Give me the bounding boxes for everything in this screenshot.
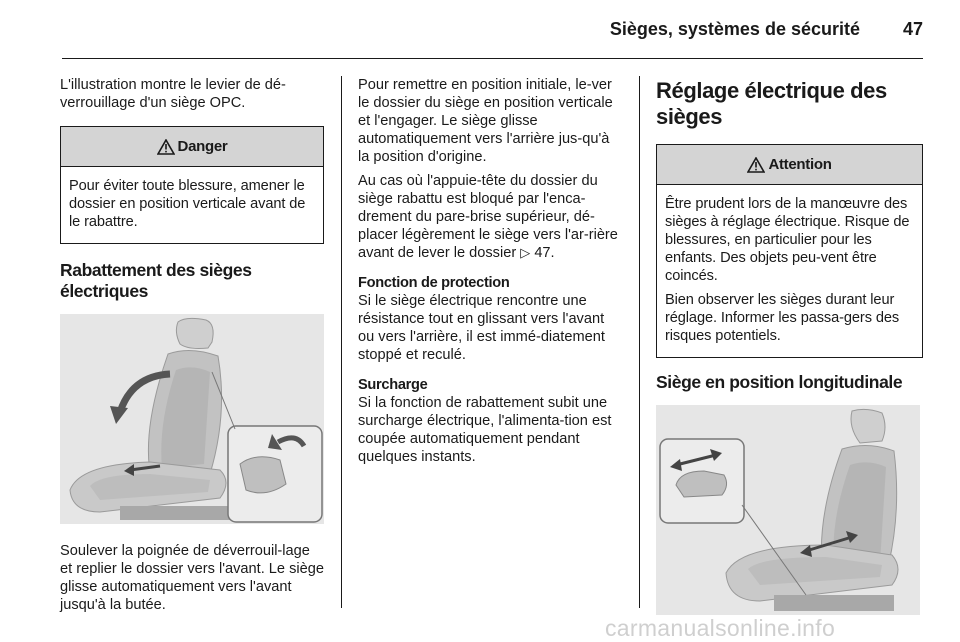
column-divider — [341, 76, 342, 608]
page-reference-icon: ▷ — [520, 245, 531, 260]
column-divider — [639, 76, 640, 608]
main-section-title: Réglage électrique des sièges — [656, 78, 887, 129]
column-left — [60, 76, 324, 620]
warning-triangle-icon — [747, 157, 765, 173]
seat-longitudinal-illustration — [656, 405, 920, 615]
page-header-title: Sièges, systèmes de sécurité — [609, 19, 860, 39]
header-divider — [62, 58, 923, 59]
section-title-folding: Rabattement des sièges électriques — [60, 260, 252, 301]
overload-text: Si la fonction de rabattement subit une surcharge électrique, l'alimenta-tion est coupée automatiquement pendant quelques instants. — [358, 395, 612, 465]
danger-box — [60, 126, 324, 244]
watermark: carmanualsonline.info — [605, 615, 836, 641]
overload-title: Surcharge — [358, 377, 428, 393]
column-right — [656, 76, 923, 615]
page-number: 47 — [902, 19, 923, 39]
seat-folding-drawing — [60, 314, 324, 524]
danger-text: Pour éviter toute blessure, amener le dossier en position verticale avant de le rabattre. — [69, 178, 306, 230]
folding-caption: Soulever la poignée de déverrouil-lage et replier le dossier vers l'avant. Le siège glisse automatiquement vers l'avant jusqu'à la butée. — [60, 543, 324, 613]
seat-folding-illustration — [60, 314, 324, 524]
attention-box — [656, 144, 923, 358]
attention-text-1: Être prudent lors de la manœuvre des sièges à réglage électrique. Risque de blessures, en particulier pour les enfants. Des objets peu-vent être coincés. — [665, 196, 910, 284]
reset-paragraph: Pour remettre en position initiale, le-ver le dossier du siège en position verticale et l'engager. Le siège glisse automatiquement vers l'arrière jus-qu'à la position d'origine. — [358, 77, 613, 165]
attention-label: Attention — [768, 156, 832, 173]
headrest-page-ref[interactable]: 47. — [534, 245, 555, 261]
protection-text: Si le siège électrique rencontre une résistance tout en glissant vers l'avant ou vers l'arrière, il est immé-diatement stoppé et reculé. — [358, 293, 605, 363]
warning-triangle-icon — [157, 139, 175, 155]
danger-header — [61, 127, 323, 167]
headrest-text: Au cas où l'appuie-tête du dossier du siège rabattu est bloqué par l'enca-drement du pare-brise supérieur, dé-placer légèrement le siège vers l'ar-rière avant de lever le dossier — [358, 173, 618, 261]
column-middle — [358, 76, 624, 472]
danger-label: Danger — [177, 138, 228, 155]
seat-longitudinal-drawing — [656, 405, 920, 615]
protection-title: Fonction de protection — [358, 275, 510, 291]
attention-text-2: Bien observer les sièges durant leur réglage. Informer les passa-gers des risques potentiels. — [665, 292, 900, 344]
attention-header — [657, 145, 922, 185]
headrest-paragraph — [358, 172, 624, 262]
section-title-longitudinal: Siège en position longitudinale — [656, 372, 903, 392]
intro-paragraph: L'illustration montre le levier de dé-verrouillage d'un siège OPC. — [60, 77, 286, 111]
